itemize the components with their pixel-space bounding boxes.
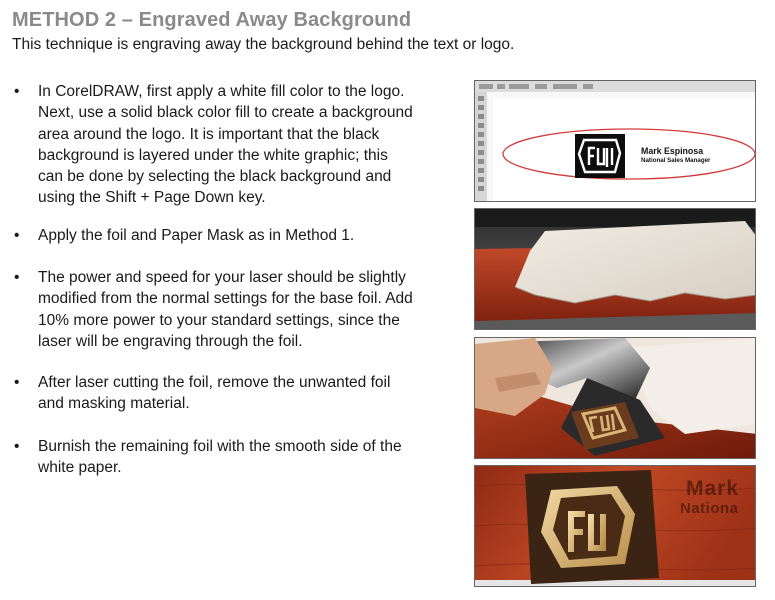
page-subtitle: This technique is engraving away the background behind the text or logo.	[12, 36, 515, 53]
bullet-icon: •	[14, 438, 20, 455]
bullet-icon: •	[14, 227, 20, 244]
list-item-text: Apply the foil and Paper Mask as in Method 1.	[38, 227, 355, 244]
bullet-icon: •	[14, 374, 20, 391]
coreldraw-screenshot-graphic	[475, 81, 756, 202]
foil-peel-photo	[474, 337, 756, 459]
list-item-text: After laser cutting the foil, remove the unwanted foil and masking material.	[38, 374, 391, 413]
bullet-icon: •	[14, 269, 20, 286]
list-item-text: The power and speed for your laser should be slightly modified from the normal settings for the base foil. Add 10% more power to your standard settings, since the laser will be engraving through the foil.	[38, 269, 413, 350]
coreldraw-screenshot	[474, 80, 756, 202]
foil-mask-photo-graphic	[475, 209, 756, 330]
bullet-icon: •	[14, 83, 20, 100]
engraved-name-text: Mark	[686, 477, 740, 500]
list-item-text: Burnish the remaining foil with the smooth side of the white paper.	[38, 438, 402, 477]
foil-peel-photo-graphic	[475, 338, 756, 459]
panel-name-text: Mark Espinosa	[641, 146, 704, 156]
foil-mask-photo	[474, 208, 756, 330]
list-item-text: In CorelDRAW, first apply a white fill color to the logo. Next, use a solid black color fill to create a background area around the logo. It is important that the black background is layered under the white graphic; this can be done by selecting the black background and using the Shift + Page Down key.	[38, 83, 413, 207]
panel-role-text: National Sales Manager	[641, 157, 711, 164]
page-title: METHOD 2 – Engraved Away Background	[12, 9, 412, 31]
engraved-role-text: Nationa	[680, 500, 739, 517]
